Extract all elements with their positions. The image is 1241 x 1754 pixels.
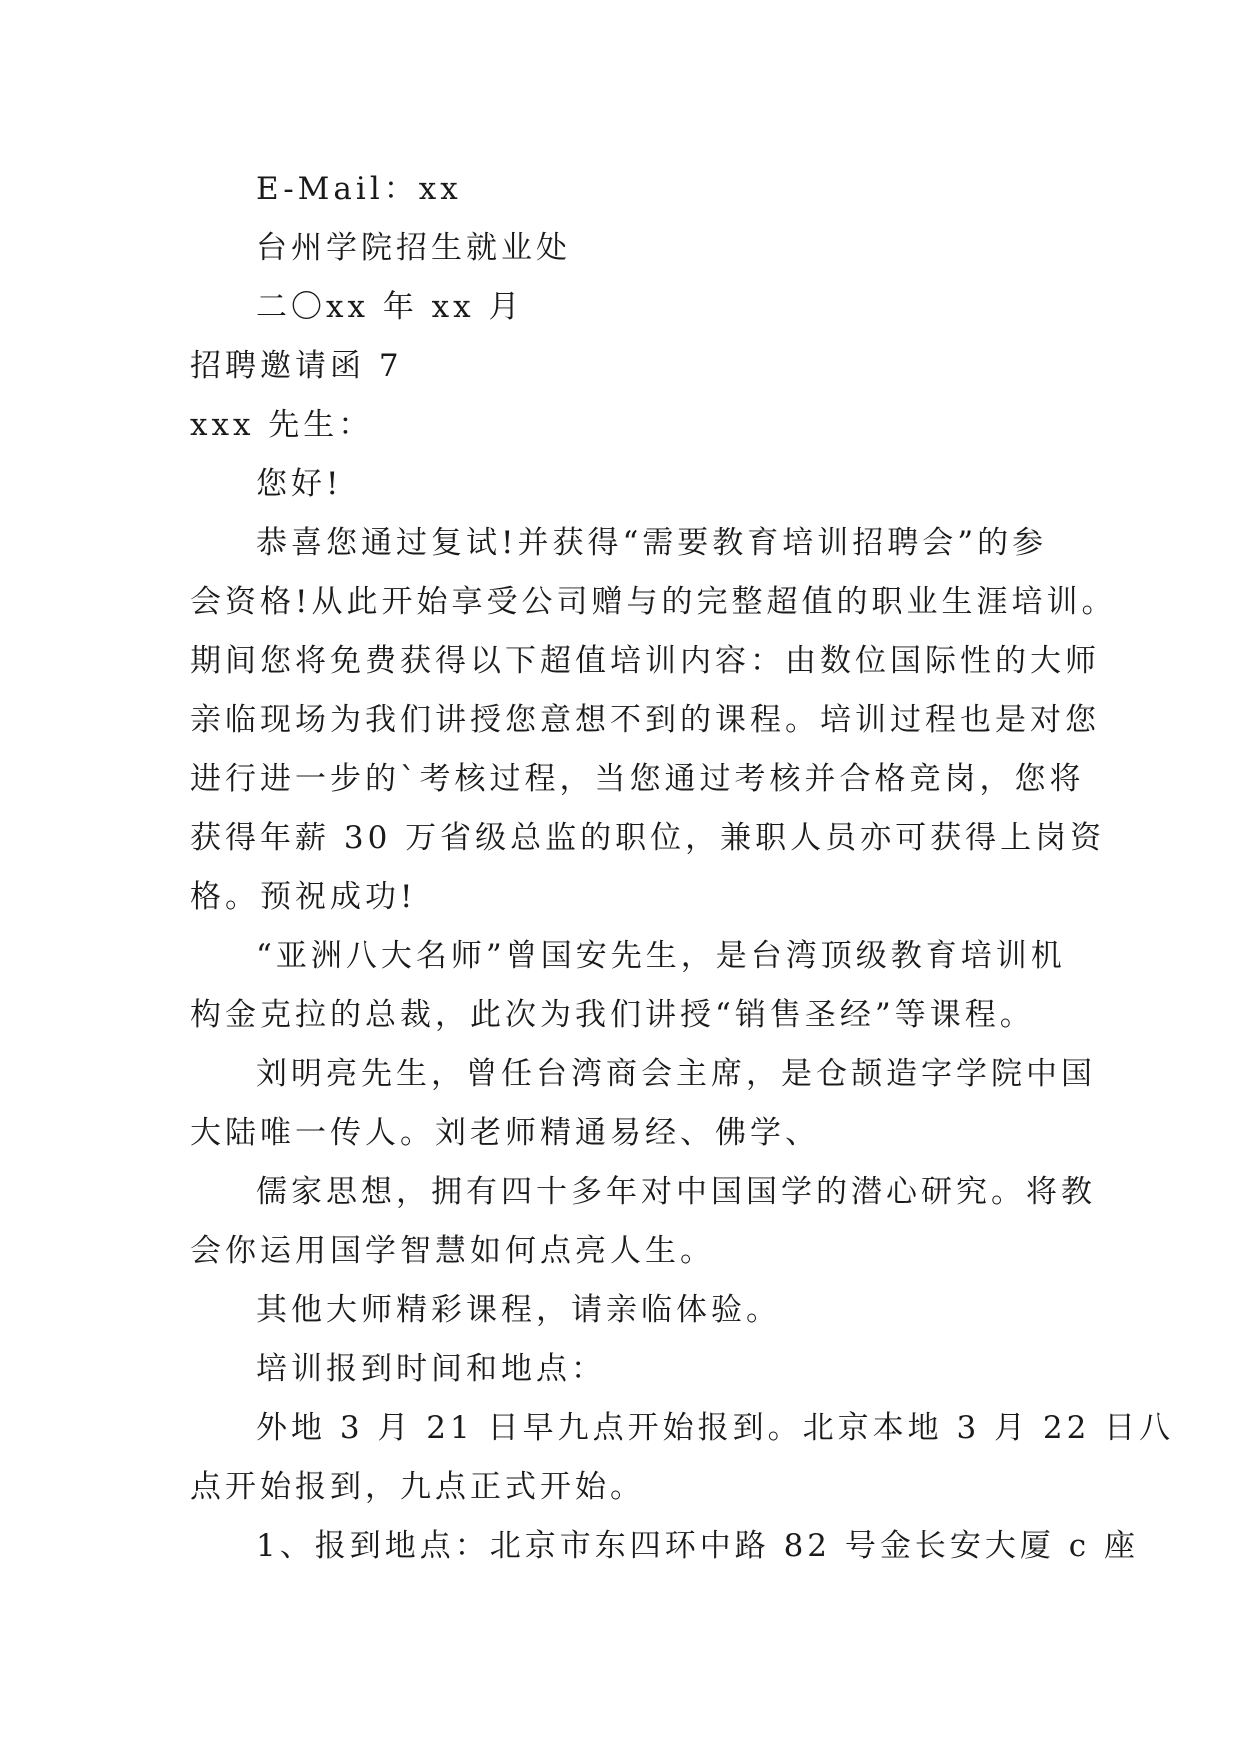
- paragraph-line: 会你运用国学智慧如何点亮人生。: [190, 1233, 715, 1269]
- paragraph-line: 大陆唯一传人。刘老师精通易经、佛学、: [190, 1115, 820, 1151]
- salutation-line: xxx 先生：: [190, 407, 374, 443]
- paragraph-line: 恭喜您通过复试!并获得“需要教育培训招聘会”的参: [256, 525, 1048, 561]
- paragraph-line: 获得年薪 30 万省级总监的职位，兼职人员亦可获得上岗资: [190, 820, 1106, 856]
- paragraph-line: 亲临现场为我们讲授您意想不到的课程。培训过程也是对您: [190, 702, 1100, 738]
- email-line: E-Mail：xx: [256, 171, 462, 207]
- paragraph-line: 格。预祝成功!: [190, 879, 417, 915]
- paragraph-line: 点开始报到，九点正式开始。: [190, 1469, 645, 1505]
- paragraph-line: 期间您将免费获得以下超值培训内容：由数位国际性的大师: [190, 643, 1100, 679]
- paragraph-line: 刘明亮先生，曾任台湾商会主席，是仓颉造字学院中国: [256, 1056, 1096, 1092]
- paragraph-line: 1、报到地点：北京市东四环中路 82 号金长安大厦 c 座: [256, 1528, 1139, 1564]
- paragraph-line: 外地 3 月 21 日早九点开始报到。北京本地 3 月 22 日八: [256, 1410, 1175, 1446]
- document-body: [190, 160, 1175, 1576]
- greeting-line: 您好!: [256, 466, 343, 502]
- section-heading: 招聘邀请函 7: [190, 348, 403, 384]
- paragraph-line: 进行进一步的`考核过程，当您通过考核并合格竞岗，您将: [190, 761, 1085, 797]
- paragraph-line: “亚洲八大名师”曾国安先生，是台湾顶级教育培训机: [256, 938, 1066, 974]
- paragraph-line: 培训报到时间和地点：: [256, 1351, 606, 1387]
- sender-office-line: 台州学院招生就业处: [256, 230, 571, 266]
- paragraph-line: 构金克拉的总裁，此次为我们讲授“销售圣经”等课程。: [190, 997, 1035, 1033]
- paragraph-line: 会资格!从此开始享受公司赠与的完整超值的职业生涯培训。: [190, 584, 1117, 620]
- date-line: 二〇xx 年 xx 月: [256, 289, 524, 325]
- paragraph-line: 儒家思想，拥有四十多年对中国国学的潜心研究。将教: [256, 1174, 1096, 1210]
- paragraph-line: 其他大师精彩课程，请亲临体验。: [256, 1292, 781, 1328]
